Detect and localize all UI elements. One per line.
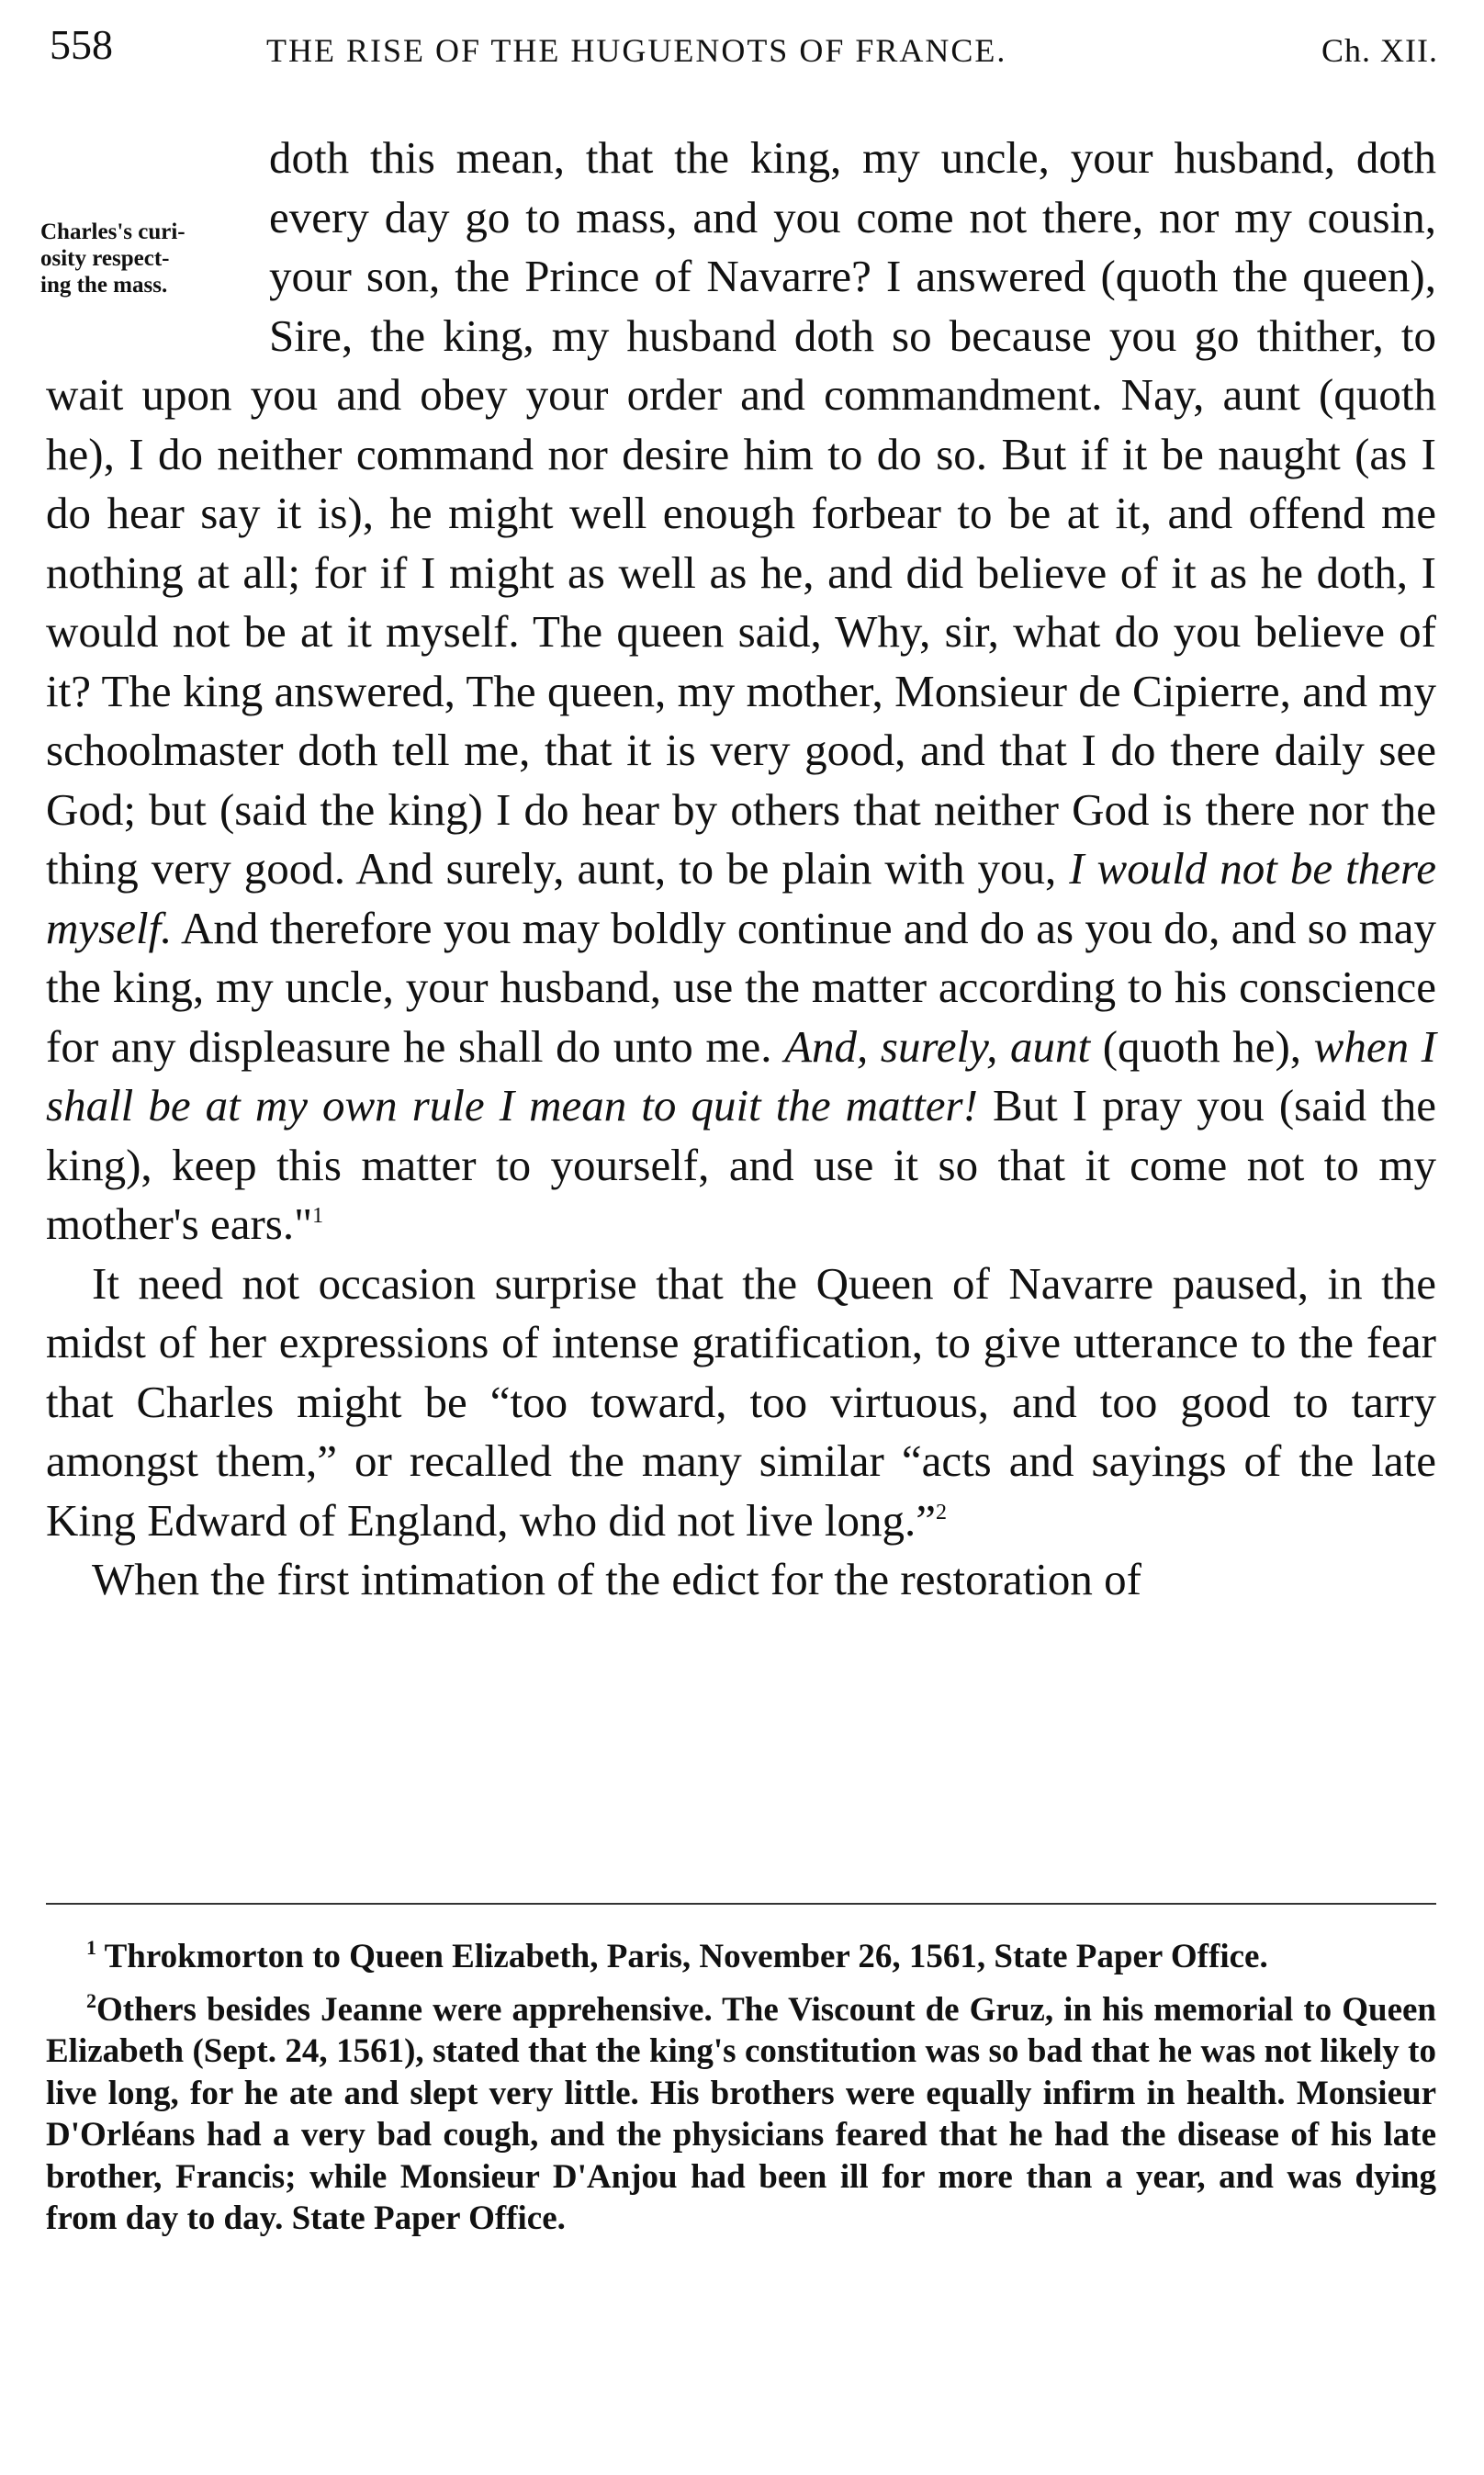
margin-note-line: ing the mass. xyxy=(40,273,168,298)
italic-run: And, surely, aunt xyxy=(784,1020,1091,1072)
main-text xyxy=(40,129,1437,1610)
footnote-text: Throkmorton to Queen Elizabeth, Paris, November 26, 1561, State Paper Office. xyxy=(104,1938,1268,1975)
book-page xyxy=(37,0,1447,2475)
italic-run: I would not be there myself. xyxy=(46,843,1437,953)
footnote-mark: 1 xyxy=(86,1936,96,1959)
footnote-ref[interactable]: 1 xyxy=(312,1204,324,1228)
page-number: 558 xyxy=(50,21,113,68)
text-run: doth this mean, that the king, my uncle, your husband, doth every day go to mass, and you come not there, nor my cousin, your son, the Prince of Navarre? I answered (quoth the queen), Sire, the king, my husband doth so because you go thither, to wait upon you and obey your order and commandment. Nay, aunt (quoth he), I do neither command nor desire him to do so. But if it be naught (as I do hear say it is), he might well enough forbear to be at it, and offend me nothing at all; for if I might as well as he, and did believe of it as he doth, I would not be at it myself. The queen said, Why, sir, what do you believe of it? The king answered, The queen, my mother, Monsieur de Cipierre, and my schoolmaster doth tell me, that it is very good, and that I do there daily see God; but (said the king) I do hear by others that neither God is there nor the thing very good. And surely, aunt, to be plain with you, xyxy=(46,132,1436,894)
text-run: But I pray you (said the king), keep this matter to yourself, and use it so that it come not to my mother's ears." xyxy=(46,1080,1436,1249)
chapter-label: Ch. XII. xyxy=(1321,32,1438,69)
paragraph-edict xyxy=(46,1550,1436,1610)
page-header xyxy=(37,20,1447,75)
italic-run: when I shall be at my own rule I mean to quit the matter! xyxy=(46,1020,1436,1131)
footnote-mark: 2 xyxy=(86,1988,96,2012)
footnote-text: Others besides Jeanne were apprehensive. The Viscount de Gruz, in his memorial to Queen Elizabeth (Sept. 24, 1561), stated that the king's constitution was so bad that he was not likely to live long, for he ate and slept very little. His brothers were equally infirm in health. Monsieur D'Orléans had a very bad cough, and the physicians feared that he had the disease of his late brother, Francis; while Monsieur D'Anjou had been ill for more than a year, and was dying from day to day. State Paper Office. xyxy=(46,1990,1436,2237)
text-run: And therefore you may boldly continue and do as you do, and so may the king, my uncle, your husband, use the matter according to his conscience for any displeasure he shall do unto me. xyxy=(46,902,1436,1072)
footnote-2 xyxy=(46,1989,1436,2240)
footnote-1 xyxy=(46,1936,1436,1978)
text-run: (quoth he), xyxy=(1090,1020,1314,1072)
text-run: It need not occasion surprise that the Queen of Navarre paused, in the midst of her expressions of intense gratification, to give utterance to the fear that Charles might be “too toward, too virtuous, and too good to tarry amongst them,” or recalled the many similar “acts and sayings of the late King Edward of England, who did not live long.” xyxy=(46,1257,1436,1546)
footnote-ref[interactable]: 2 xyxy=(935,1500,947,1524)
running-title: THE RISE OF THE HUGUENOTS OF FRANCE. xyxy=(266,32,1007,69)
paragraph-queen-navarre xyxy=(46,1254,1436,1551)
footnotes xyxy=(46,1936,1436,2240)
text-run: When the first intimation of the edict for the restoration of xyxy=(92,1554,1141,1604)
margin-note-line: Charles's curi- xyxy=(40,219,186,244)
margin-note-line: osity respect- xyxy=(40,246,170,271)
footnote-divider xyxy=(46,1903,1436,1905)
margin-note xyxy=(40,219,256,366)
